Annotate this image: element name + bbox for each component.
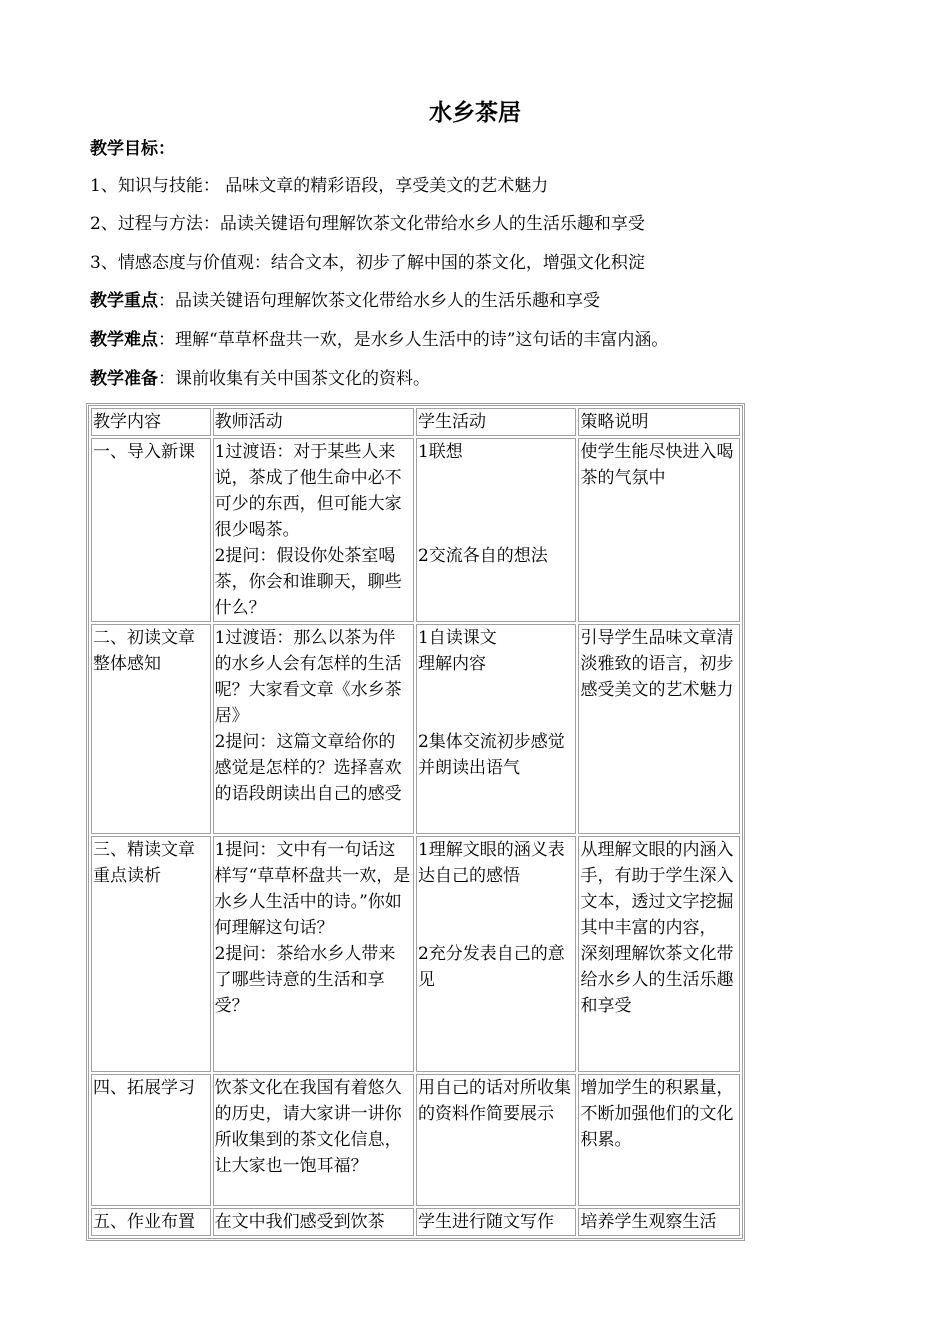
student-step: 2交流各自的想法 bbox=[417, 546, 548, 566]
content-cell: 二、初读文章整体感知 bbox=[91, 624, 211, 834]
student-step: 2集体交流初步感觉 bbox=[417, 732, 565, 752]
student-step: 2充分发表自己的意见 bbox=[417, 944, 565, 990]
teacher-cell bbox=[213, 836, 414, 1072]
header-cell: 教师活动 bbox=[213, 408, 414, 436]
teacher-step: 1过渡语：那么以茶为伴的水乡人会有怎样的生活呢？大家看文章《水乡茶居》 bbox=[214, 628, 402, 726]
spacer bbox=[418, 889, 574, 941]
teacher-step: 2提问：假设你处茶室喝茶，你会和谁聊天，聊些什么？ bbox=[214, 546, 402, 618]
student-cell bbox=[416, 836, 576, 1072]
table-header-row bbox=[91, 408, 740, 436]
teacher-cell bbox=[213, 438, 414, 622]
content-cell: 一、导入新课 bbox=[91, 438, 211, 622]
strategy-text: 从理解文眼的内涵入手，有助于学生深入文本，透过文字挖掘其中丰富的内容， bbox=[580, 840, 734, 938]
strategy-text: 深刻理解饮茶文化带给水乡人的生活乐趣和享受 bbox=[580, 944, 734, 1016]
table-row bbox=[91, 836, 740, 1072]
header-cell: 策略说明 bbox=[578, 408, 740, 436]
student-cell bbox=[416, 438, 576, 622]
student-cell: 学生进行随文写作 bbox=[416, 1208, 576, 1236]
strategy-cell: 使学生能尽快进入喝茶的气氛中 bbox=[578, 438, 740, 622]
preparation-label: 教学准备 bbox=[90, 369, 158, 389]
content-cell: 五、作业布置 bbox=[91, 1208, 211, 1236]
teacher-step: 2提问：茶给水乡人带来了哪些诗意的生活和享受？ bbox=[214, 944, 396, 1016]
teacher-step: 1提问：文中有一句话这样写“草草杯盘共一欢，是水乡人生活中的诗。”你如何理解这句话？ bbox=[214, 840, 411, 938]
student-cell: 用自己的话对所收集的资料作简要展示 bbox=[416, 1074, 576, 1206]
key-point-label: 教学重点 bbox=[90, 291, 158, 311]
preparation bbox=[90, 368, 430, 390]
preparation-text: ：课前收集有关中国茶文化的资料。 bbox=[158, 369, 430, 389]
spacer bbox=[418, 465, 574, 543]
table-row bbox=[91, 438, 740, 622]
teacher-step: 1过渡语：对于某些人来说，茶成了他生命中必不可少的东西，但可能大家很少喝茶。 bbox=[214, 442, 402, 540]
teacher-cell: 饮茶文化在我国有着悠久的历史，请大家讲一讲你所收集到的茶文化信息，让大家也一饱耳福？ bbox=[213, 1074, 414, 1206]
content-cell: 三、精读文章重点读析 bbox=[91, 836, 211, 1072]
lesson-plan-table bbox=[86, 403, 745, 1241]
objectives-heading: 教学目标： bbox=[90, 139, 175, 159]
document-title: 水乡茶居 bbox=[429, 100, 521, 126]
objective-1: 1、知识与技能： 品味文章的精彩语段，享受美文的艺术魅力 bbox=[90, 176, 549, 196]
key-point-text: ：品读关键语句理解饮茶文化带给水乡人的生活乐趣和享受 bbox=[158, 291, 600, 311]
student-step: 1理解文眼的涵义表达自己的感悟 bbox=[417, 840, 565, 886]
student-cell bbox=[416, 624, 576, 834]
header-cell: 教学内容 bbox=[91, 408, 211, 436]
strategy-cell: 增加学生的积累量，不断加强他们的文化积累。 bbox=[578, 1074, 740, 1206]
difficulty-label: 教学难点 bbox=[90, 330, 158, 350]
spacer bbox=[418, 677, 574, 729]
difficulty-text: ：理解“草草杯盘共一欢，是水乡人生活中的诗”这句话的丰富内涵。 bbox=[158, 330, 669, 350]
teacher-cell bbox=[213, 624, 414, 834]
table-row bbox=[91, 1074, 740, 1206]
table-row bbox=[91, 624, 740, 834]
key-point bbox=[90, 290, 600, 312]
student-step: 1联想 bbox=[417, 442, 463, 462]
objective-2: 2、过程与方法：品读关键语句理解饮茶文化带给水乡人的生活乐趣和享受 bbox=[90, 214, 645, 234]
header-cell: 学生活动 bbox=[416, 408, 576, 436]
student-step: 1自读课文 bbox=[417, 628, 497, 648]
strategy-cell: 培养学生观察生活 bbox=[578, 1208, 740, 1236]
table-row bbox=[91, 1208, 740, 1236]
teacher-cell: 在文中我们感受到饮茶 bbox=[213, 1208, 414, 1236]
strategy-cell bbox=[578, 836, 740, 1072]
strategy-cell: 引导学生品味文章清淡雅致的语言，初步感受美文的艺术魅力 bbox=[578, 624, 740, 834]
objective-3: 3、情感态度与价值观：结合文本，初步了解中国的茶文化，增强文化积淀 bbox=[90, 253, 645, 273]
content-cell: 四、拓展学习 bbox=[91, 1074, 211, 1206]
teacher-step: 2提问：这篇文章给你的感觉是怎样的？选择喜欢的语段朗读出自己的感受 bbox=[214, 732, 402, 804]
student-step: 并朗读出语气 bbox=[417, 758, 520, 778]
difficulty bbox=[90, 329, 668, 351]
student-step: 理解内容 bbox=[417, 654, 486, 674]
